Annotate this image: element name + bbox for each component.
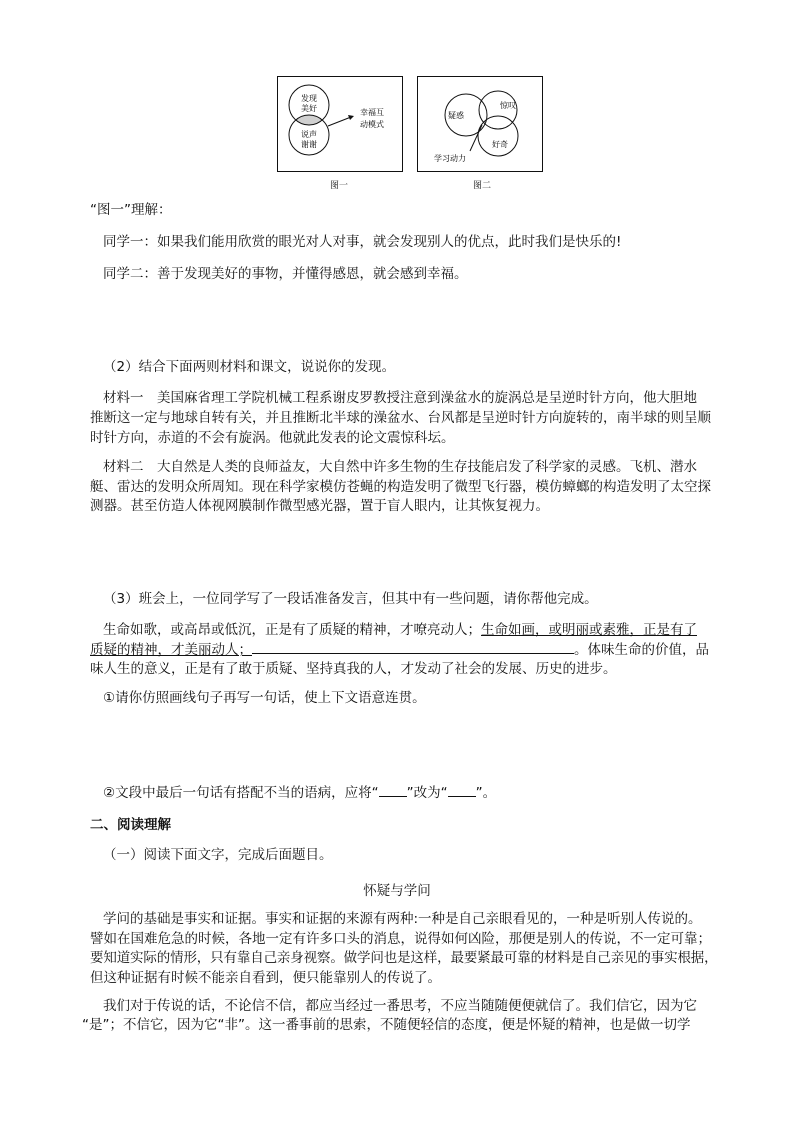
article-p1-line1: 学问的基础是事实和证据。事实和证据的来源有两种:一种是自己亲眼看见的，一种是听别人传说的。 bbox=[103, 911, 702, 927]
pointer-line bbox=[470, 125, 482, 151]
bottom-circle-line2: 谢谢 bbox=[301, 140, 317, 149]
figure-one-box bbox=[277, 76, 403, 172]
q3-sub2-blank-2[interactable] bbox=[448, 782, 476, 797]
article-p1-line2: 譬如在国难危急的时候，各地一定有许多口头的消息，说得如何凶险，那便是别人的传说，不一定可靠； bbox=[90, 931, 711, 947]
q3-answer-blank[interactable] bbox=[252, 639, 574, 654]
circle-doubt-label: 疑惑 bbox=[448, 111, 464, 120]
q3-line2-after: 。体味生命的价值，品 bbox=[574, 642, 709, 658]
q3-paragraph-line3: 味人生的意义，正是有了敢于质疑、坚持真我的人，才发动了社会的发展、历史的进步。 bbox=[90, 661, 617, 677]
part-two-instruction: （一）阅读下面文字，完成后面题目。 bbox=[103, 847, 333, 863]
material-one-line2: 推断这一定与地球自转有关，并且推断北半球的澡盆水、台风都是呈逆时针方向旋转的，南半球的则呈顺 bbox=[90, 410, 711, 426]
material-two-line3: 测器。甚至仿造人体视网膜制作微型感光器，置于盲人眼内，让其恢复视力。 bbox=[90, 498, 549, 514]
top-circle-line1: 发现 bbox=[301, 94, 317, 103]
material-two-line2: 艇、雷达的发明众所周知。现在科学家模仿苍蝇的构造发明了微型飞行器，模仿蟑螂的构造发明了太空探 bbox=[90, 479, 711, 495]
student-two-text: 同学二：善于发现美好的事物，并懂得感恩，就会感到幸福。 bbox=[103, 266, 468, 282]
article-p2-line2: “是”；不信它，因为它“非”。这一番事前的思索，不随便轻信的态度，便是怀疑的精神，也是做一切学 bbox=[82, 1017, 691, 1033]
article-p1-line4: 但这种证据有时候不能亲自看到，便只能靠别人的传说了。 bbox=[90, 970, 441, 986]
q2-prompt: （2）结合下面两则材料和课文，说说你的发现。 bbox=[103, 359, 396, 375]
q3-sub2-part-b: ”改为“ bbox=[406, 785, 448, 801]
circle-wonder bbox=[479, 91, 517, 129]
top-circle-line2: 美好 bbox=[301, 104, 317, 113]
q3-line1-plain: 生命如歌，或高昂或低沉，正是有了质疑的精神，才嘹亮动人； bbox=[103, 622, 481, 638]
bottom-circle-line1: 说声 bbox=[301, 130, 317, 139]
material-one-line3: 时针方向，赤道的不会有旋涡。他就此发表的论文震惊科坛。 bbox=[90, 430, 455, 446]
article-p1-line3: 要知道实际的情形，只有靠自己亲身视察。做学问也是这样，最要紧最可靠的材料是自己亲见的事实根据， bbox=[90, 950, 718, 966]
figure-two-diagram bbox=[418, 77, 544, 173]
center-label: 学习动力 bbox=[434, 154, 466, 163]
fig-understanding-heading: “图一”理解： bbox=[90, 202, 172, 218]
q3-prompt: （3）班会上，一位同学写了一段话准备发言，但其中有一些问题，请你帮他完成。 bbox=[103, 591, 598, 607]
material-two-line1: 材料二 大自然是人类的良师益友，大自然中许多生物的生存技能启发了科学家的灵感。飞机、潜水 bbox=[103, 459, 697, 475]
q3-sub2-part-c: ”。 bbox=[475, 785, 497, 801]
q3-sub2-blank-1[interactable] bbox=[379, 782, 407, 797]
circle-curious-label: 好奇 bbox=[492, 140, 508, 149]
arrow-line bbox=[328, 117, 351, 126]
q3-paragraph-line2 bbox=[90, 639, 709, 660]
article-p2-line1: 我们对于传说的话，不论信不信，都应当经过一番思考，不应当随随便便就信了。我们信它，因为它 bbox=[103, 998, 697, 1014]
q3-sub2 bbox=[103, 782, 496, 803]
q3-sub2-part-a: ②文段中最后一句话有搭配不当的语病，应将“ bbox=[103, 785, 379, 801]
material-one-line1: 材料一 美国麻省理工学院机械工程系谢皮罗教授注意到澡盆水的旋涡总是呈逆时针方向，他大胆地 bbox=[103, 390, 697, 406]
q3-sub1: ①请你仿照画线句子再写一句话，使上下文语意连贯。 bbox=[103, 690, 426, 706]
part-two-heading: 二、阅读理解 bbox=[90, 817, 171, 833]
circle-wonder-label: 惊叹 bbox=[500, 101, 516, 110]
q3-paragraph-line1 bbox=[103, 620, 697, 640]
figure-two-caption: 图二 bbox=[473, 181, 492, 191]
q3-underlined-sentence-part2: 质疑的精神，才美丽动人； bbox=[90, 642, 252, 658]
figure-one-diagram bbox=[278, 77, 404, 173]
figure-one-caption: 图一 bbox=[330, 181, 349, 191]
q3-underlined-sentence-part1: 生命如画，或明丽或素雅，正是有了 bbox=[481, 622, 697, 638]
arrow-label-line2: 动模式 bbox=[360, 120, 384, 129]
figure-two-box bbox=[417, 76, 543, 172]
circle-curious bbox=[478, 116, 518, 156]
arrow-label-line1: 幸福互 bbox=[360, 108, 384, 117]
article-title: 怀疑与学问 bbox=[363, 883, 431, 899]
student-one-text: 同学一：如果我们能用欣赏的眼光对人对事，就会发现别人的优点，此时我们是快乐的! bbox=[103, 234, 622, 250]
